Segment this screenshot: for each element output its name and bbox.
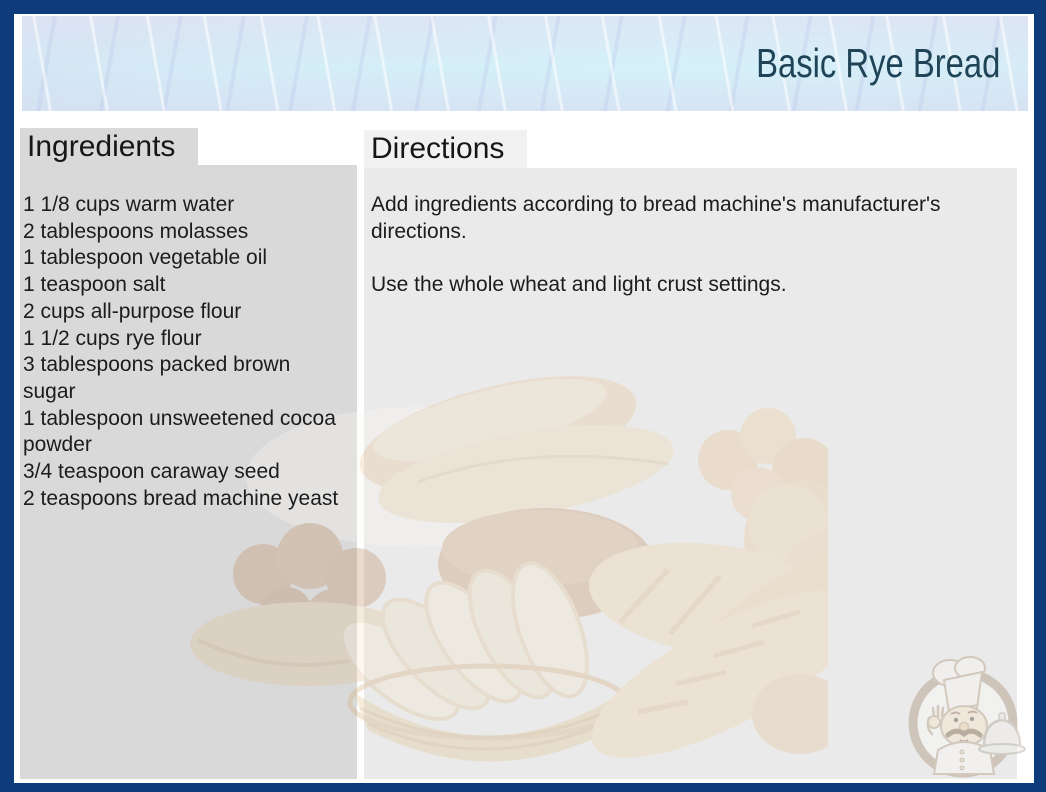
ingredients-list (23, 192, 343, 512)
ingredients-heading: Ingredients (27, 130, 176, 163)
ingredient-item: 1 1/8 cups warm water (23, 193, 235, 216)
ingredient-item: 1 tablespoon unsweetened cocoa powder (23, 406, 336, 457)
directions-paragraph: Use the whole wheat and light crust settings. (371, 273, 787, 297)
ingredient-item: 3/4 teaspoon caraway seed (23, 460, 280, 484)
header-band (22, 16, 1028, 111)
ingredient-item: 1 tablespoon vegetable oil (23, 246, 268, 270)
ingredient-item: 2 cups all-purpose flour (23, 299, 242, 323)
ingredient-item: 2 tablespoons molasses (23, 219, 249, 243)
directions-heading: Directions (371, 132, 505, 165)
ingredient-item: 1 teaspoon salt (23, 273, 166, 297)
ingredient-item: 3 tablespoons packed brown sugar (23, 353, 291, 403)
page-title: Basic Rye Bread (755, 40, 1000, 86)
ingredient-item: 1 1/2 cups rye flour (23, 326, 202, 350)
directions-text (371, 192, 971, 326)
ingredient-item: 2 teaspoons bread machine yeast (23, 486, 339, 510)
directions-paragraph: Add ingredients according to bread machine's manufacturer's directions. (371, 193, 941, 243)
